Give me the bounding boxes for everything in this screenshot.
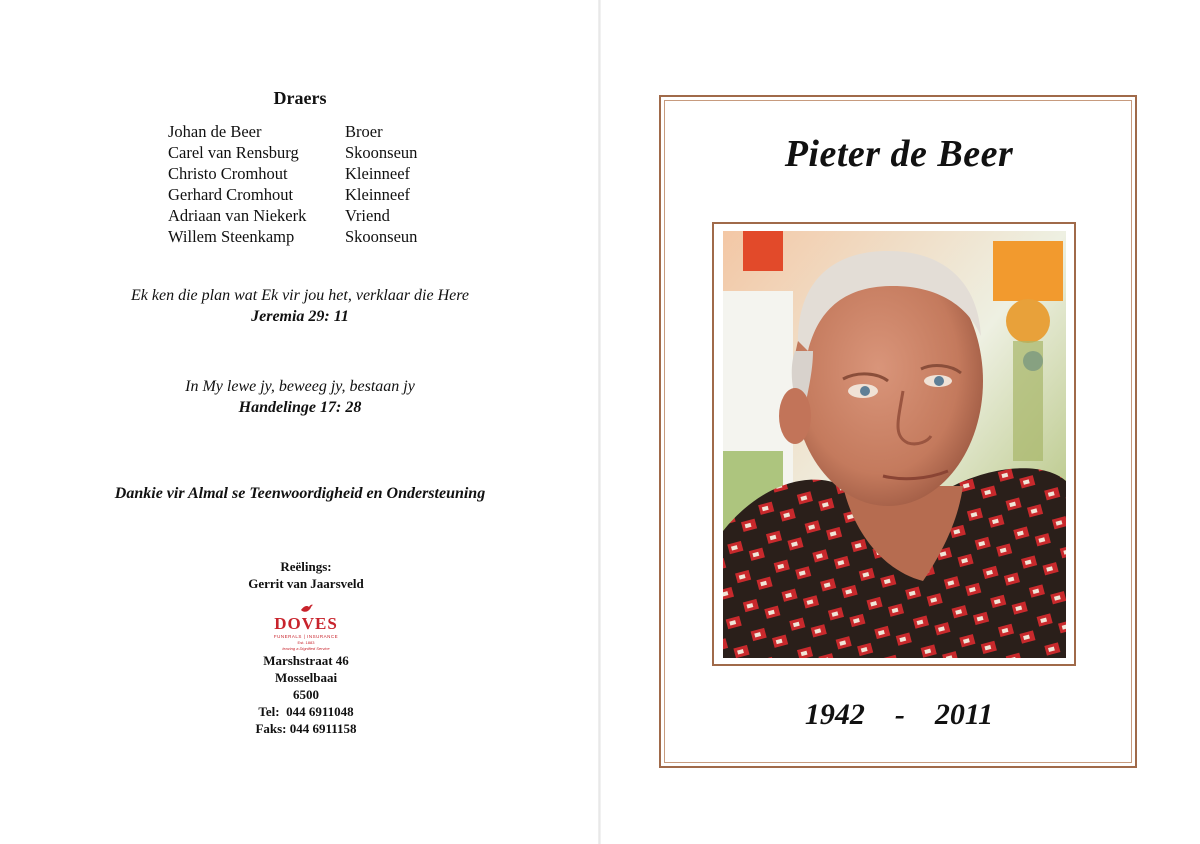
bearer-row [168, 226, 417, 247]
bearer-row [168, 121, 417, 142]
bearer-name: Adriaan van Niekerk [168, 206, 307, 225]
logo-brand: DOVES [274, 614, 338, 633]
death-year: 2011 [934, 698, 994, 731]
bearer-name: Gerhard Cromhout [168, 185, 294, 204]
funeral-home-address [0, 652, 612, 737]
bearer-relation: Broer [345, 122, 383, 141]
fax-number: Faks: 044 6911158 [255, 721, 357, 736]
date-dash: - [894, 698, 905, 731]
address-town: Mosselbaai [274, 670, 338, 685]
portrait-photo [723, 231, 1066, 658]
bearer-relation: Vriend [345, 206, 390, 225]
logo-tagline: leaving a Dignified Service [282, 646, 330, 651]
bearer-relation: Kleinneef [345, 185, 411, 204]
arrangements-label: Reëlings: [280, 559, 332, 574]
doves-logo [252, 604, 360, 652]
bearer-row [168, 205, 417, 226]
phone-number: Tel: 044 6911048 [258, 704, 354, 719]
life-dates [660, 698, 1138, 732]
bearer-relation: Skoonseun [345, 143, 418, 162]
thank-you-note: Dankie vir Almal se Teenwoordigheid en Ondersteuning [114, 485, 486, 502]
verse-handelinge [0, 376, 600, 418]
verse-text: Ek ken die plan wat Ek vir jou het, verklaar die Here [131, 287, 469, 304]
bearer-name: Christo Cromhout [168, 164, 288, 183]
bearer-name: Carel van Rensburg [168, 143, 299, 162]
arrangements-person: Gerrit van Jaarsveld [248, 576, 364, 591]
bearers-list [168, 121, 417, 247]
bearer-relation: Skoonseun [345, 227, 418, 246]
verse-reference: Handelinge 17: 28 [238, 399, 362, 416]
deceased-name: Pieter de Beer [784, 133, 1014, 175]
bearers-heading: Draers [273, 88, 327, 108]
verse-reference: Jeremia 29: 11 [251, 308, 349, 325]
bearer-row [168, 184, 417, 205]
logo-established: Est. 1883 [297, 640, 315, 645]
address-street: Marshstraat 46 [263, 653, 349, 668]
portrait-image [723, 231, 1066, 658]
birth-year: 1942 [804, 698, 865, 731]
verse-jeremia [0, 285, 600, 327]
bearer-row [168, 142, 417, 163]
arrangements-block [0, 558, 612, 592]
logo-subtitle: FUNERALS | INSURANCE [273, 634, 339, 639]
address-postal-code: 6500 [293, 687, 319, 702]
bearer-relation: Kleinneef [345, 164, 411, 183]
bearer-name: Willem Steenkamp [168, 227, 295, 246]
bearer-name: Johan de Beer [168, 122, 262, 141]
bearer-row [168, 163, 417, 184]
verse-text: In My lewe jy, beweeg jy, bestaan jy [185, 378, 415, 395]
